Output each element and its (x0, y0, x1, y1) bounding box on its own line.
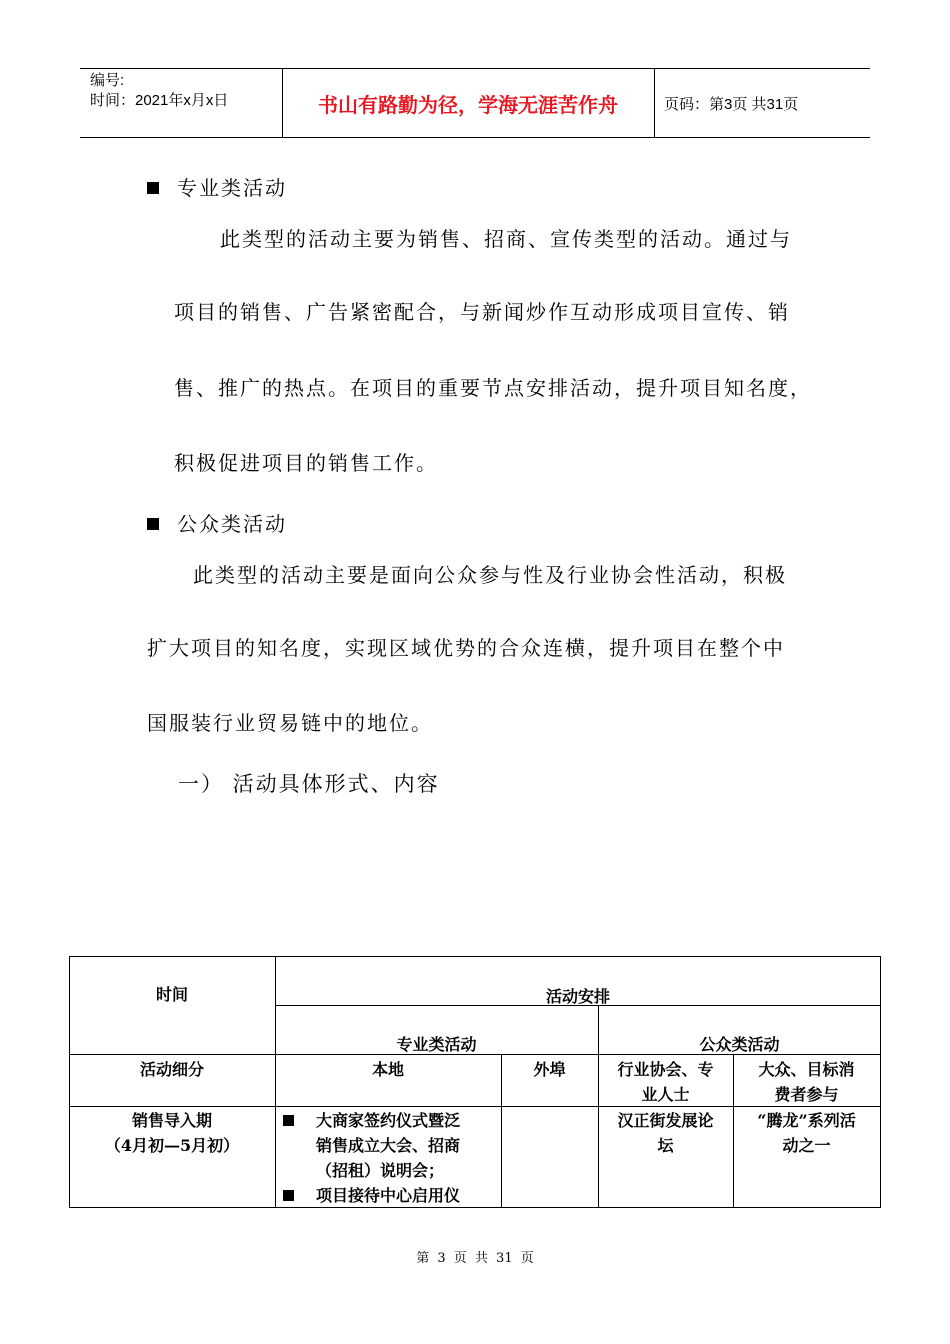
header-motto: 书山有路勤为径，学海无涯苦作舟 (318, 92, 618, 117)
paragraph-line: 此类型的活动主要是面向公众参与性及行业协会性活动，积极 (193, 563, 787, 587)
heading-text: 公众类活动 (177, 512, 287, 536)
header-consumer (733, 1057, 880, 1107)
consumer-text: 动之一 (782, 1136, 831, 1155)
header-consumer-line: 大众、目标消 (758, 1060, 855, 1079)
list-item (283, 1108, 501, 1133)
header-arrangement: 活动安排 (545, 987, 610, 1006)
paragraph-line: 此类型的活动主要为销售、招商、宣传类型的活动。通过与 (220, 227, 792, 251)
list-item-text: 项目接待中心启用仪 (316, 1186, 461, 1205)
square-bullet-icon (147, 518, 159, 530)
header-public: 公众类活动 (699, 1035, 780, 1054)
header-industry-line: 行业协会、专 (617, 1060, 714, 1079)
list-item-text: 大商家签约仪式暨泛 (316, 1111, 461, 1130)
document-date: 时间：2021年x月x日 (90, 92, 229, 109)
header-outer: 外埠 (533, 1060, 566, 1079)
header-industry (598, 1057, 733, 1107)
header-divider (654, 69, 655, 137)
period-cell (69, 1108, 275, 1158)
subheading: 一） 活动具体形式、内容 (178, 772, 440, 796)
list-item-text: （招租）说明会； (316, 1161, 445, 1180)
square-bullet-icon (283, 1190, 294, 1201)
square-bullet-icon (283, 1115, 294, 1126)
consumer-cell (733, 1108, 880, 1158)
heading-text: 专业类活动 (177, 176, 287, 200)
paragraph-line: 售、推广的热点。在项目的重要节点安排活动，提升项目知名度， (174, 376, 812, 400)
period-dates: （4月初—5月初） (104, 1136, 240, 1155)
header-professional: 专业类活动 (396, 1035, 477, 1054)
section-heading-public (147, 508, 287, 537)
period-name: 销售导入期 (131, 1111, 212, 1130)
page-footer: 第 3 页 共 31 页 (416, 1251, 534, 1266)
list-item-text: 销售成立大会、招商 (316, 1136, 461, 1155)
page-header (80, 68, 870, 138)
document-number-label: 编号: (90, 72, 125, 89)
header-page-info: 页码：第3页 共31页 (664, 95, 799, 113)
table-border (69, 956, 881, 957)
industry-text: 汉正街发展论 (617, 1111, 714, 1130)
local-activities-cell (283, 1108, 501, 1208)
industry-text: 坛 (657, 1136, 674, 1155)
header-consumer-line: 费者参与 (774, 1085, 839, 1104)
paragraph-line: 积极促进项目的销售工作。 (174, 451, 438, 475)
consumer-text: “腾龙”系列活 (757, 1111, 856, 1130)
header-time: 时间 (155, 985, 188, 1004)
paragraph-line: 扩大项目的知名度，实现区域优势的合众连横，提升项目在整个中 (147, 636, 785, 660)
header-industry-line: 业人士 (641, 1085, 690, 1104)
header-local: 本地 (371, 1060, 404, 1079)
list-item (283, 1183, 501, 1208)
section-heading-professional (147, 172, 287, 201)
header-left (90, 71, 228, 111)
industry-cell (598, 1108, 733, 1158)
paragraph-line: 国服装行业贸易链中的地位。 (147, 711, 433, 735)
paragraph-line: 项目的销售、广告紧密配合，与新闻炒作互动形成项目宣传、销 (174, 300, 790, 324)
square-bullet-icon (147, 182, 159, 194)
activity-table (69, 956, 881, 1208)
header-detail: 活动细分 (139, 1060, 204, 1079)
